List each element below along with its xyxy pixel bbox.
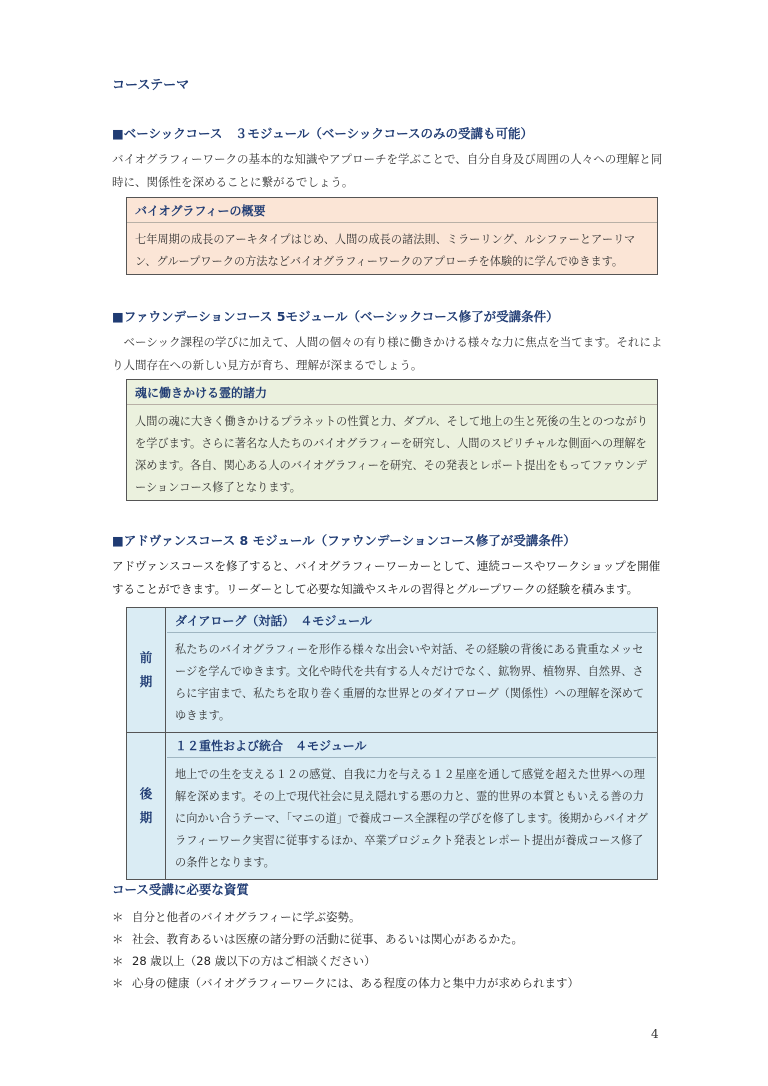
- basic-course-paragraph: バイオグラフィーワークの基本的な知識やアプローチを学ぶことで、自分自身及び周囲の人々への理解と同時に、関係性を深めることに繋がるでしょう。: [112, 152, 663, 189]
- basic-course-box: [126, 197, 658, 275]
- side-label-bottom: 期: [139, 810, 153, 825]
- basic-course-heading: ■ベーシックコース ３モジュール（ベーシックコースのみの受講も可能）: [112, 126, 534, 141]
- qualifications-list: [112, 906, 579, 994]
- bullet-icon: ＊: [112, 910, 124, 924]
- side-label-bottom: 期: [139, 674, 153, 689]
- second-term-title: １２重性および統合 ４モジュール: [167, 734, 656, 758]
- list-item: [112, 950, 579, 972]
- side-label-top: 前: [139, 650, 153, 665]
- list-item-text: 心身の健康（バイオグラフィーワークには、ある程度の体力と集中力が求められます）: [132, 976, 580, 990]
- foundation-course-heading: ■ファウンデーションコース 5モジュール（ベーシックコース修了が受講条件）: [112, 309, 559, 324]
- bullet-icon: ＊: [112, 954, 124, 968]
- first-term-title: ダイアローグ（対話） ４モジュール: [167, 609, 656, 633]
- list-item-text: 社会、教育あるいは医療の諸分野の活動に従事、あるいは関心があるかた。: [132, 932, 523, 946]
- list-item: [112, 972, 579, 994]
- first-term-cell: [166, 608, 658, 733]
- list-item: [112, 906, 579, 928]
- second-term-body: 地上での生を支える１２の感覚、自我に力を与える１２星座を通して感覚を超えた世界への理解を深めます。その上で現代社会に見え隠れする悪の力と、霊的世界の本質ともいえる善の力に向かい合うテーマ、「マニの道」で養成コース全課程の学びを修了します。後期からバイオグラフィーワーク実習に従事するほか、卒業プロジェクト発表とレポート提出が養成コース修了の条件となります。: [175, 768, 648, 869]
- foundation-course-box: [126, 379, 658, 501]
- bullet-icon: ＊: [112, 976, 124, 990]
- second-term-label: [127, 733, 166, 880]
- list-item-text: 自分と他者のバイオグラフィーに学ぶ姿勢。: [132, 910, 361, 924]
- basic-box-body: 七年周期の成長のアーキタイプはじめ、人間の成長の諸法則、ミラーリング、ルシファーとアーリマン、グループワークの方法などバイオグラフィーワークのアプローチを体験的に学んでゆきます。: [135, 233, 636, 268]
- foundation-box-title: 魂に働きかける霊的諸力: [127, 380, 657, 405]
- side-label-top: 後: [139, 786, 153, 801]
- table-row: [127, 608, 658, 733]
- advanced-course-table: [126, 607, 658, 880]
- list-item-text: 28 歳以上（28 歳以下の方はご相談ください）: [132, 954, 376, 968]
- basic-box-title: バイオグラフィーの概要: [127, 198, 657, 223]
- advanced-course-heading: ■アドヴァンスコース 8 モジュール（ファウンデーションコース修了が受講条件）: [112, 533, 576, 548]
- foundation-course-paragraph: ベーシック課程の学びに加えて、人間の個々の有り様に働きかける様々な力に焦点を当てます。それにより人間存在への新しい見方が育ち、理解が深まるでしょう。: [112, 335, 663, 372]
- foundation-box-body: 人間の魂に大きく働きかけるプラネットの性質と力、ダブル、そして地上の生と死後の生とのつながりを学びます。さらに著名な人たちのバイオグラフィーを研究し、人間のスピリチャルな側面への理解を深めます。各自、関心ある人のバイオグラフィーを研究、その発表とレポート提出をもってファウンデーションコース修了となります。: [135, 415, 648, 494]
- first-term-label: [127, 608, 166, 733]
- qualifications-heading: コース受講に必要な資質: [112, 882, 249, 897]
- page-number: 4: [651, 1027, 659, 1041]
- page-title: コーステーマ: [112, 78, 190, 93]
- bullet-icon: ＊: [112, 932, 124, 946]
- list-item: [112, 928, 579, 950]
- table-row: [127, 733, 658, 880]
- second-term-cell: [166, 733, 658, 880]
- first-term-body: 私たちのバイオグラフィーを形作る様々な出会いや対話、その経験の背後にある貴重なメッセージを学んでゆきます。文化や時代を共有する人々だけでなく、鉱物界、植物界、自然界、さらに宇宙まで、私たちを取り巻く重層的な世界とのダイアローグ（関係性）への理解を深めてゆきます。: [175, 643, 645, 722]
- advanced-course-paragraph: アドヴァンスコースを修了すると、バイオグラフィーワーカーとして、連続コースやワークショップを開催することができます。リーダーとして必要な知識やスキルの習得とグループワークの経験を積みます。: [112, 559, 661, 596]
